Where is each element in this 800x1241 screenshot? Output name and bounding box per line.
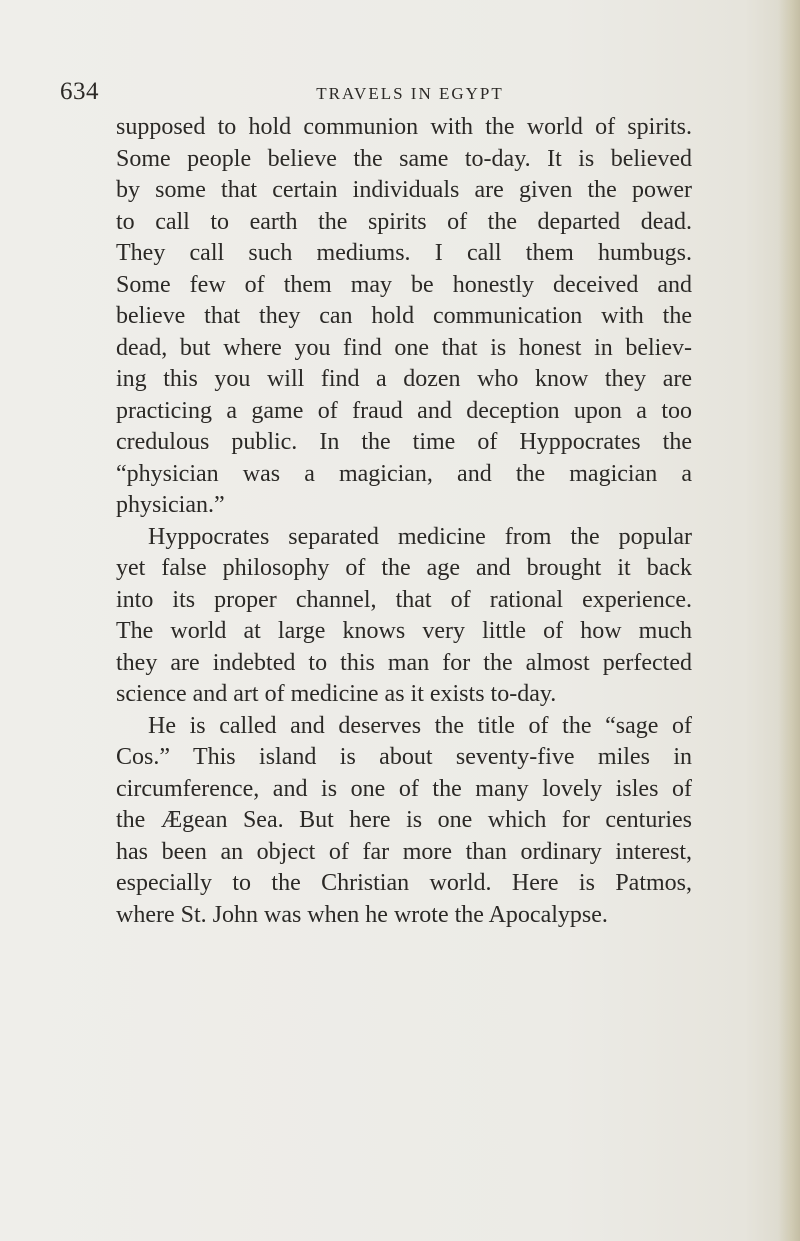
text-line: Cos.” This island is about seventy-five miles in [116,744,692,770]
text-line: by some that certain individuals are given the power [116,177,692,203]
text-line: practicing a game of fraud and deception upon a too [116,397,692,424]
text-line: They call such mediums. I call them humbugs. [116,240,692,266]
body-text [116,112,692,931]
text-line: ing this you will find a dozen who know they are [116,366,692,392]
text-line: The world at large knows very little of how much [116,618,692,644]
text-line: credulous public. In the time of Hyppocrates the [116,429,692,455]
text-line: Hyppocrates separated medicine from the popular [148,523,692,550]
page-number: 634 [60,78,99,105]
text-line: especially to the Christian world. Here is Patmos, [116,870,692,896]
text-line: supposed to hold communion with the world of spirits. [116,114,692,140]
text-line: the Ægean Sea. But here is one which for centuries [116,807,692,833]
text-line: Some people believe the same to-day. It is believed [116,145,692,172]
text-line: dead, but where you find one that is honest in believ- [116,334,692,361]
text-line: “physician was a magician, and the magician a [116,460,692,487]
text-line: science and art of medicine as it exists to-day. [116,681,557,707]
running-head: TRAVELS IN EGYPT [316,84,504,103]
text-line: they are indebted to this man for the almost perfected [116,649,692,676]
text-line: circumference, and is one of the many lovely isles of [116,775,692,802]
page-header [60,78,760,110]
text-line: Some few of them may be honestly deceived and [116,271,692,298]
text-line: yet false philosophy of the age and brought it back [116,555,692,581]
text-line: where St. John was when he wrote the Apocalypse. [116,901,608,928]
page-edge-stain [778,0,800,1241]
text-line: has been an object of far more than ordinary interest, [116,838,692,865]
text-line: physician.” [116,492,225,518]
text-line: to call to earth the spirits of the departed dead. [116,208,692,235]
text-line: He is called and deserves the title of the “sage of [148,712,692,739]
text-line: believe that they can hold communication with the [116,303,692,329]
text-line: into its proper channel, that of rational experience. [116,586,692,613]
